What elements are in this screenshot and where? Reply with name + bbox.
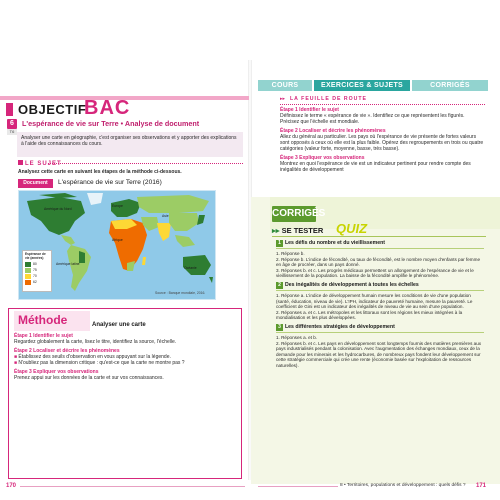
section-sub-badge: T6 — [7, 129, 17, 135]
legend-swatch — [25, 262, 31, 267]
quiz-q2-answer2: 2. Réponses a. et c. Les métropoles et les littoraux sont les régions les mieux intégrées à la mondialisation et les plus développées. — [276, 309, 463, 321]
quiz-divider — [272, 236, 486, 237]
quiz-q3-rule — [276, 332, 484, 333]
legend-label: 62 — [33, 280, 37, 285]
method-step2-title: Étape 2 Localiser et décrire les phénomènes — [14, 348, 120, 354]
quiz-q1-heading — [276, 240, 484, 247]
method-step1-title: Étape 1 Identifier le sujet — [14, 333, 73, 339]
tab-corriges[interactable]: CORRIGÉS — [412, 80, 488, 91]
quiz-q1-answer2: 2. Réponse b. L'indice de fécondité, ou taux de fécondité, est le nombre moyen d'enfants par femme en âge de procréer, dans un pays donné. — [276, 256, 481, 268]
quiz-q3-answer1: 1. Réponses a. et b. — [276, 334, 318, 340]
sujet-heading — [18, 160, 62, 168]
quiz-q2-heading — [276, 282, 484, 289]
legend-row — [25, 280, 49, 285]
legend-swatch — [25, 280, 31, 285]
tab-exercices-sujets[interactable]: EXERCICES & SUJETS — [314, 80, 410, 91]
chevron-right-icon: ▸▸ — [272, 226, 282, 235]
roadmap-step2-text: Allez du général au particulier. Les pays où l'espérance de vie présente de fortes valeurs sont opposés à ceux où elle est la plus faible. Opérez des regroupements en trois ou quatre catégories (valeur forte, moyenne, basse, très basse). — [280, 134, 484, 152]
number-badge: 3 — [276, 324, 283, 331]
quiz-q2-title: Des inégalités de développement à toutes les échelles — [285, 281, 419, 288]
legend-title: Espérance de vie (années) — [25, 252, 46, 260]
method-step2-bullet2 — [14, 360, 238, 366]
legend-label: 75 — [33, 268, 37, 273]
section-title: L'espérance de vie sur Terre • Analyse de document — [22, 119, 200, 128]
feuille-de-route-heading: LA FEUILLE DE ROUTE — [290, 96, 368, 102]
map-label-oceania: Océanie — [184, 266, 197, 270]
intro-box: Analyser une carte en géographie, c'est organiser ses observations et y apporter des explications à l'aide des connaissances du cours. — [17, 132, 243, 157]
legend-label: 70 — [33, 274, 37, 279]
roadmap-step3-title: Étape 3 Expliquer vos observations — [280, 155, 365, 161]
tab-cours[interactable]: COURS — [258, 80, 312, 91]
quiz-label: QUIZ — [336, 221, 368, 236]
method-step2-bullet1-text: Établissez des seuils d'observation en vous appuyant sur la légende. — [18, 354, 171, 360]
quiz-q1-rule — [276, 248, 484, 249]
chapter-footer: 8 • Territoires, populations et développement : quels défis ? — [340, 483, 466, 488]
roadmap-step1-title: Étape 1 Identifier le sujet — [280, 107, 339, 113]
section-number-badge: 6 — [7, 119, 17, 129]
roadmap-step3-text: Montrez en quoi l'espérance de vie est un indicateur pertinent pour rendre compte des inégalités de développement — [280, 161, 471, 173]
sujet-heading-text: LE SUJET — [25, 161, 62, 167]
legend-row — [25, 274, 49, 279]
method-title: Méthode — [18, 313, 68, 327]
page-number-left: 170 — [6, 483, 17, 489]
roadmap-step1-text: Définissez le terme « espérance de vie ». Identifiez ce que représentent les figurés. Précisez que l'échelle est mondiale. — [280, 113, 465, 125]
map-label-europe: Europe — [112, 204, 123, 208]
quiz-q3-heading — [276, 324, 484, 331]
document-tag: Document — [18, 179, 53, 188]
feuille-divider — [280, 104, 485, 105]
quiz-q2-rule — [276, 290, 484, 291]
bullet-icon: ■ — [14, 354, 19, 360]
chevron-right-icon: ▸▸ — [280, 96, 286, 102]
quiz-q1-title: Les défis du nombre et du vieillissement — [285, 240, 386, 246]
map-label-north-america: Amérique du Nord — [44, 207, 72, 211]
se-tester-heading — [272, 226, 323, 236]
method-step3-text: Prenez appui sur les données de la carte et sur vos connaissances. — [14, 375, 164, 381]
page-number-right: 171 — [476, 483, 487, 489]
map-label-asia: Asie — [162, 214, 169, 218]
legend-swatch — [25, 274, 31, 279]
map-source: Source : Banque mondiale, 2016. — [155, 291, 206, 295]
legend-label: 80 — [33, 262, 37, 267]
sujet-divider — [48, 163, 243, 164]
map-legend — [22, 250, 52, 292]
sujet-text: Analysez cette carte en suivant les étapes de la méthode ci-dessous. — [18, 169, 182, 175]
se-tester-text: SE TESTER — [281, 226, 324, 235]
objectif-bac: BAC — [84, 97, 131, 119]
method-content — [14, 333, 238, 381]
map-label-africa: Afrique — [112, 238, 123, 242]
bullet-icon: ■ — [14, 360, 19, 366]
legend-row — [25, 262, 49, 267]
document-title: L'espérance de vie sur Terre (2016) — [58, 179, 162, 186]
objectif-label: OBJECTIF — [18, 102, 87, 117]
square-icon — [18, 160, 23, 165]
number-badge: 2 — [276, 282, 283, 289]
method-subtitle: Analyser une carte — [92, 322, 146, 328]
corriges-badge: CORRIGÉS — [272, 206, 316, 222]
legend-swatch — [25, 268, 31, 273]
quiz-q1-answer1: 1. Réponse b. — [276, 251, 305, 256]
section-tabs — [258, 80, 488, 91]
number-badge: 1 — [276, 240, 283, 247]
footer-rule-right — [258, 486, 338, 487]
legend-row — [25, 268, 49, 273]
method-step3-title: Étape 3 Expliquer vos observations — [14, 369, 99, 375]
footer-rule-left — [20, 486, 245, 487]
quiz-answers — [276, 240, 484, 369]
roadmap-content — [280, 107, 485, 173]
quiz-q3-title: Les différentes stratégies de développement — [285, 323, 395, 330]
roadmap-step2-title: Étape 2 Localiser et décrire les phénomènes — [280, 128, 386, 134]
quiz-q2-answer1: 1. Réponse a. L'indice de développement humain mesure les conditions de vie d'une population (santé, éducation, niveau de vie). L'IPH, indicateur de pauvreté humaine, mesure la pauvreté. Le coefficient de Gini est un indicateur des inégalités de niveau de vie au sein d'une population. — [276, 292, 473, 310]
quiz-q1-answer3: 3. Réponses b. et c. Les progrès médicaux permettent un allongement de l'espérance de vie et le vieillissement de la population. La baisse de la fécondité amplifie le phénomène. — [276, 267, 474, 279]
method-step1-text: Regardez globalement la carte, lisez le titre, identifiez la source, l'échelle. — [14, 339, 177, 345]
quiz-q3-answer2: 2. Réponses b. et c. Les pays en développement sont longtemps fournis des matières premières aux pays industrialisés pendant la colonisation. Avec l'augmentation des échanges mondiaux, ceux de la demande pour les minerais et les hydrocarbures, de nombreux pays fondent leur développement sur cette stratégie commerciale qui crée une rente (économie basée sur l'exploitation de ressources naturelles). — [276, 340, 482, 368]
method-step2-bullet2-text: N'oubliez pas la dimension critique : qu'est-ce que la carte ne montre pas ? — [18, 360, 185, 366]
objectif-marker — [6, 103, 13, 116]
map-label-latin-america: Amérique latine — [56, 262, 80, 266]
